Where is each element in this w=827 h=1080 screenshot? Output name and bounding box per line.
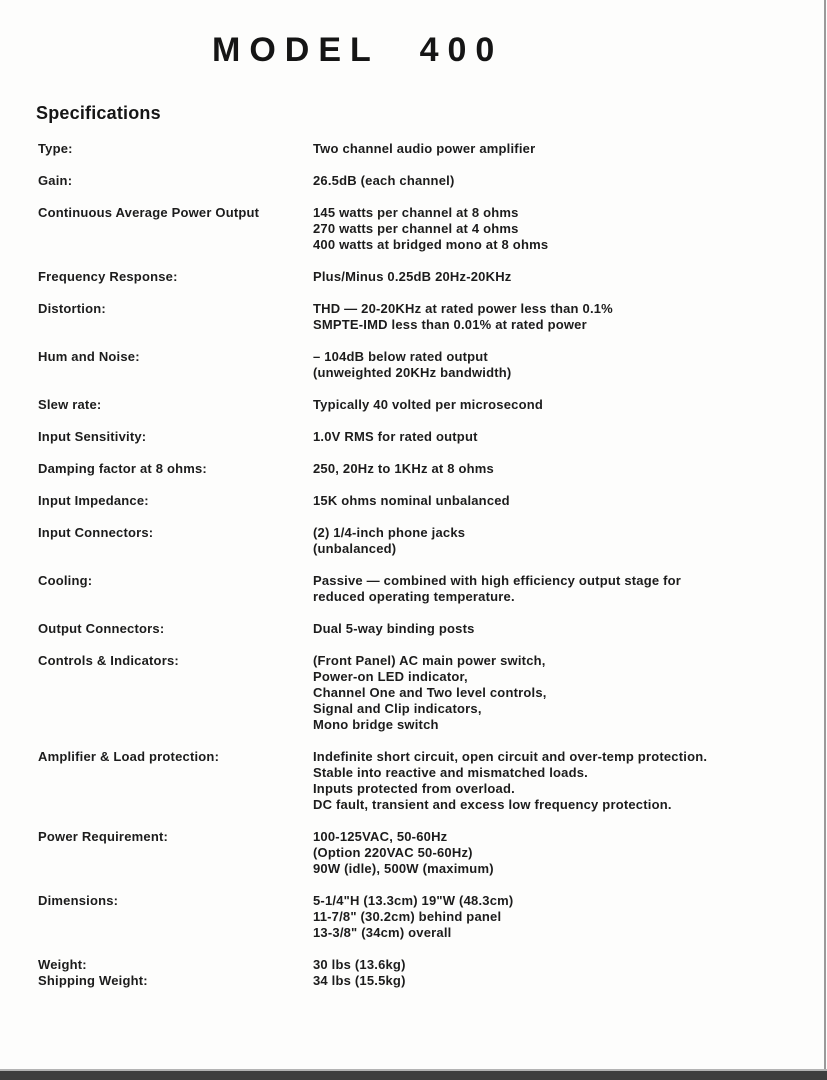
spec-value bbox=[313, 349, 827, 381]
spec-row bbox=[0, 893, 827, 941]
value-line: Typically 40 volted per microsecond bbox=[313, 397, 544, 412]
spec-value bbox=[313, 749, 827, 813]
spec-label: Weight: bbox=[38, 957, 87, 972]
value-line: DC fault, transient and excess low frequency protection. bbox=[313, 797, 672, 812]
spec-value bbox=[313, 653, 827, 733]
value-line: Indefinite short circuit, open circuit and over-temp protection. bbox=[313, 749, 708, 764]
value-line: 34 lbs (15.5kg) bbox=[313, 973, 406, 988]
value-line: THD — 20-20KHz at rated power less than 0.1% bbox=[313, 301, 613, 316]
spec-label: Amplifier & Load protection: bbox=[38, 749, 220, 764]
value-line: 1.0V RMS for rated output bbox=[313, 429, 478, 444]
spec-value bbox=[313, 573, 827, 605]
spec-label: Distortion: bbox=[38, 301, 106, 316]
value-line: 250, 20Hz to 1KHz at 8 ohms bbox=[313, 461, 494, 476]
value-line: 11-7/8" (30.2cm) behind panel bbox=[313, 909, 502, 924]
value-line: – 104dB below rated output bbox=[313, 349, 488, 364]
spec-label: Controls & Indicators: bbox=[38, 653, 179, 668]
value-line: 15K ohms nominal unbalanced bbox=[313, 493, 510, 508]
spec-value bbox=[313, 621, 827, 637]
spec-value bbox=[313, 173, 827, 189]
spec-value bbox=[313, 429, 827, 445]
spec-table bbox=[0, 123, 827, 989]
value-line: 100-125VAC, 50-60Hz bbox=[313, 829, 448, 844]
spec-value bbox=[313, 205, 827, 253]
value-line: 270 watts per channel at 4 ohms bbox=[313, 221, 519, 236]
spec-row bbox=[0, 141, 827, 157]
value-line: Signal and Clip indicators, bbox=[313, 701, 482, 716]
spec-label: Damping factor at 8 ohms: bbox=[38, 461, 207, 476]
spec-value bbox=[313, 973, 827, 989]
value-line: 13-3/8" (34cm) overall bbox=[313, 925, 452, 940]
spec-value bbox=[313, 397, 827, 413]
spec-row bbox=[0, 205, 827, 253]
value-line: Dual 5-way binding posts bbox=[313, 621, 475, 636]
value-line: Inputs protected from overload. bbox=[313, 781, 515, 796]
value-line: Mono bridge switch bbox=[313, 717, 439, 732]
value-line: SMPTE-IMD less than 0.01% at rated power bbox=[313, 317, 587, 332]
value-line: 90W (idle), 500W (maximum) bbox=[313, 861, 494, 876]
spec-value bbox=[313, 301, 827, 333]
spec-row bbox=[0, 429, 827, 445]
spec-value bbox=[313, 141, 827, 157]
spec-row bbox=[0, 973, 827, 989]
spec-row bbox=[0, 957, 827, 973]
spec-label: Frequency Response: bbox=[38, 269, 178, 284]
spec-value bbox=[313, 829, 827, 877]
spec-row bbox=[0, 269, 827, 285]
spec-row bbox=[0, 829, 827, 877]
value-line: Power-on LED indicator, bbox=[313, 669, 468, 684]
spec-value bbox=[313, 461, 827, 477]
spec-row bbox=[0, 749, 827, 813]
spec-row bbox=[0, 621, 827, 637]
spec-label: Continuous Average Power Output bbox=[38, 205, 260, 220]
value-line: Plus/Minus 0.25dB 20Hz-20KHz bbox=[313, 269, 512, 284]
spec-label: Shipping Weight: bbox=[38, 973, 148, 988]
spec-label: Power Requirement: bbox=[38, 829, 169, 844]
value-line: Channel One and Two level controls, bbox=[313, 685, 547, 700]
value-line: Stable into reactive and mismatched loads. bbox=[313, 765, 588, 780]
value-line: (Front Panel) AC main power switch, bbox=[313, 653, 546, 668]
spec-value bbox=[313, 525, 827, 557]
value-line: (unweighted 20KHz bandwidth) bbox=[313, 365, 512, 380]
value-line: (Option 220VAC 50-60Hz) bbox=[313, 845, 473, 860]
spec-row bbox=[0, 525, 827, 557]
spec-label: Input Sensitivity: bbox=[38, 429, 147, 444]
spec-row bbox=[0, 397, 827, 413]
spec-label: Input Impedance: bbox=[38, 493, 149, 508]
value-line: 400 watts at bridged mono at 8 ohms bbox=[313, 237, 549, 252]
value-line: reduced operating temperature. bbox=[313, 589, 515, 604]
spec-label: Input Connectors: bbox=[38, 525, 154, 540]
value-line: 5-1/4"H (13.3cm) 19"W (48.3cm) bbox=[313, 893, 514, 908]
section-heading: Specifications bbox=[36, 103, 161, 123]
spec-label: Output Connectors: bbox=[38, 621, 165, 636]
spec-value bbox=[313, 493, 827, 509]
value-line: (2) 1/4-inch phone jacks bbox=[313, 525, 466, 540]
spec-row bbox=[0, 573, 827, 605]
spec-value bbox=[313, 957, 827, 973]
value-line: Two channel audio power amplifier bbox=[313, 141, 536, 156]
spec-label: Type: bbox=[38, 141, 73, 156]
spec-row bbox=[0, 301, 827, 333]
spec-label: Slew rate: bbox=[38, 397, 102, 412]
page-title: MODEL 400 bbox=[212, 31, 504, 69]
spec-label: Dimensions: bbox=[38, 893, 119, 908]
value-line: (unbalanced) bbox=[313, 541, 397, 556]
value-line: 26.5dB (each channel) bbox=[313, 173, 455, 188]
spec-label: Cooling: bbox=[38, 573, 93, 588]
spec-label: Gain: bbox=[38, 173, 73, 188]
page-bottom-bar bbox=[0, 1069, 827, 1080]
page-right-border bbox=[824, 0, 826, 1080]
spec-row bbox=[0, 653, 827, 733]
spec-row bbox=[0, 493, 827, 509]
value-line: 145 watts per channel at 8 ohms bbox=[313, 205, 519, 220]
spec-row bbox=[0, 461, 827, 477]
spec-value bbox=[313, 893, 827, 941]
spec-row bbox=[0, 173, 827, 189]
value-line: Passive — combined with high efficiency output stage for bbox=[313, 573, 682, 588]
spec-value bbox=[313, 269, 827, 285]
spec-label: Hum and Noise: bbox=[38, 349, 140, 364]
value-line: 30 lbs (13.6kg) bbox=[313, 957, 406, 972]
spec-row bbox=[0, 349, 827, 381]
